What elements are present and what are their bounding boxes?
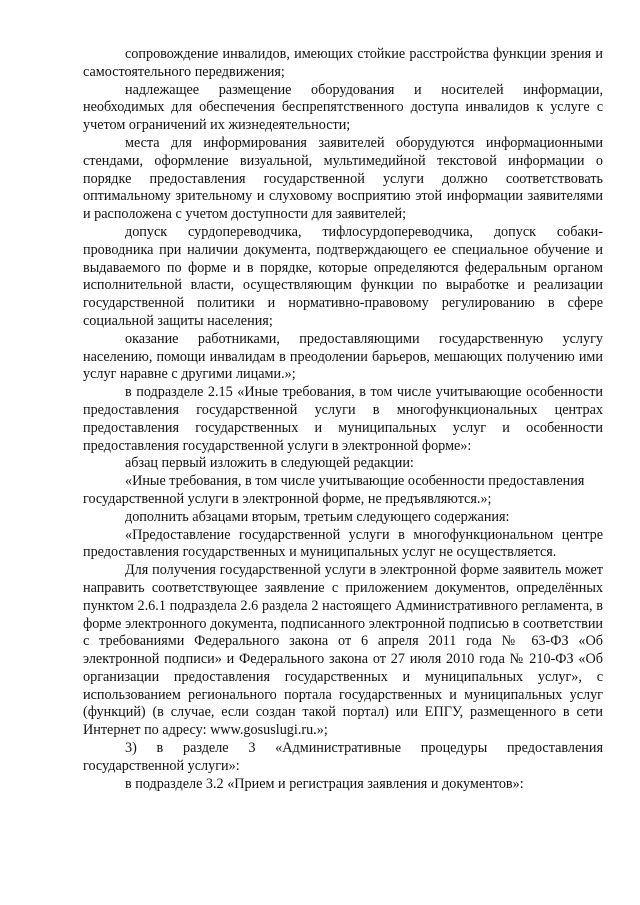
paragraph-13: в подразделе 3.2 «Прием и регистрация заявления и документов»: bbox=[125, 775, 524, 792]
paragraph-6: в подразделе 2.15 «Иные требования, в том числе учитывающие особенности предоставления государственной услуги в многофункциональных центрах предоставления государственных и муниципальных услуг и особенности предоставления государственной услуги в электронной форме»: bbox=[83, 384, 603, 454]
paragraph-12: 3) в разделе 3 «Административные процедуры предоставления государственной услуги»: bbox=[83, 740, 603, 774]
paragraph-11: Для получения государственной услуги в электронной форме заявитель может направить соответствующее заявление с приложением документов, определённых пунктом 2.6.1 подраздела 2.6 раздела 2 настоящего Административного регламента, в форме электронного документа, подписанного электронной подписью в соответствии с требованиями Федерального закона от 6 апреля 2011 года № 63-ФЗ «Об электронной подписи» и Федерального закона от 27 июля 2010 года № 210-ФЗ «Об организации предоставления государственных и муниципальных услуг», с использованием регионального портала государственных и муниципальных услуг (функций) (в случае, если создан такой портал) или ЕПГУ, размещенного в сети Интернет по адресу: www.gosuslugi.ru.»; bbox=[83, 562, 603, 739]
paragraph-3: места для информирования заявителей оборудуются информационными стендами, оформление визуальной, мультимедийной текстовой информации о порядке предоставления государственной услуги должно соответствовать оптимальному зрительному и слуховому восприятию этой информации заявителями и расположена с учетом доступности для заявителей; bbox=[83, 134, 603, 223]
paragraph-5: оказание работниками, предоставляющими государственную услугу населению, помощи инвалидам в преодолении барьеров, мешающих получению ими услуг наравне с другими лицами.»; bbox=[83, 330, 603, 383]
paragraph-10: «Предоставление государственной услуги в многофункциональном центре предоставления государственных и муниципальных услуг не осуществляется. bbox=[83, 526, 603, 561]
paragraph-7: абзац первый изложить в следующей редакции: bbox=[125, 455, 414, 472]
paragraph-9: дополнить абзацами вторым, третьим следующего содержания: bbox=[125, 508, 510, 525]
paragraph-1: сопровождение инвалидов, имеющих стойкие расстройства функции зрения и самостоятельного передвижения; bbox=[83, 46, 603, 80]
paragraph-4: допуск сурдопереводчика, тифлосурдопереводчика, допуск собаки-проводника при наличии документа, подтверждающего ее специальное обучение и выдаваемого по форме и в порядке, которые определяются федеральным органом исполнительной власти, осуществляющим функции по выработке и реализации государственной политики и нормативно-правовому регулированию в сфере социальной защиты населения; bbox=[83, 223, 603, 329]
paragraph-8: «Иные требования, в том числе учитывающие особенности предоставления государственной услуги в электронной форме, не предъявляются.»; bbox=[83, 473, 585, 507]
paragraph-2: надлежащее размещение оборудования и носителей информации, необходимых для обеспечения беспрепятственного доступа инвалидов к услуге с учетом ограничений их жизнедеятельности; bbox=[83, 81, 603, 134]
document-body bbox=[83, 46, 603, 793]
